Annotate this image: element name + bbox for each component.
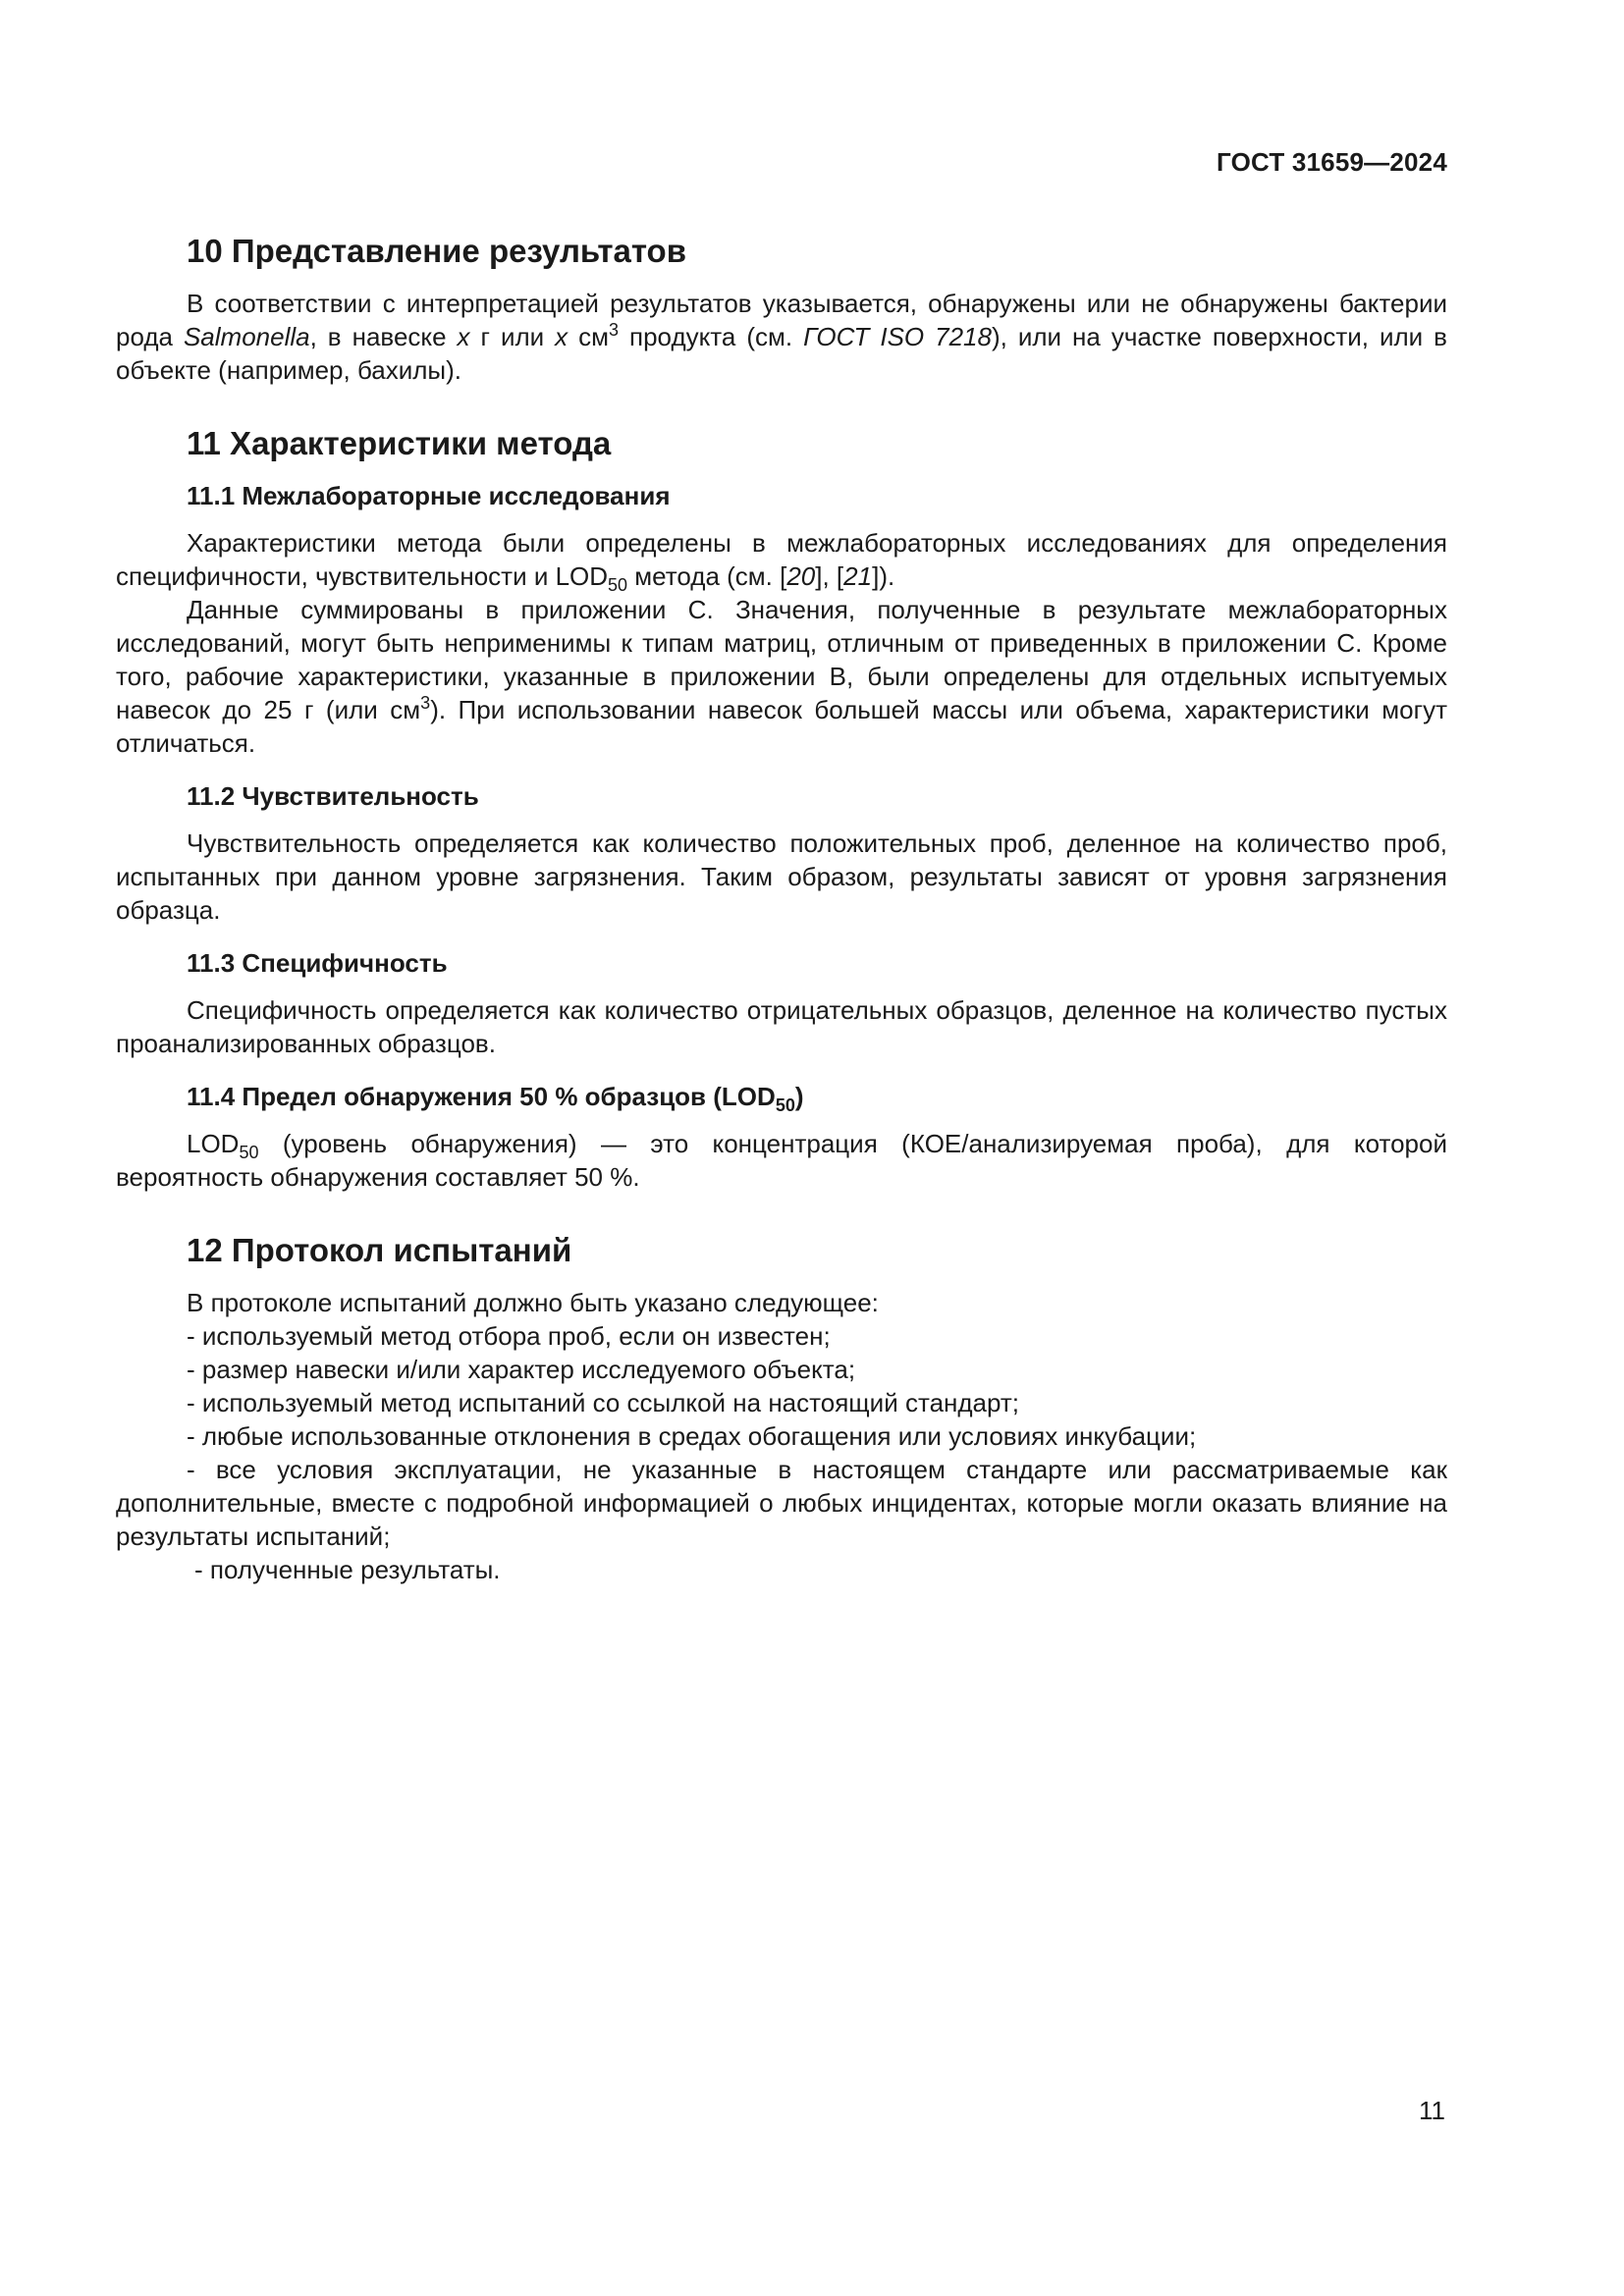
section-10-paragraph: В соответствии с интерпретацией результатов указывается, обнаружены или не обнаружены бактерии рода Salmonella, в навеске x г или x $см^3$ продукта (см. ГОСТ ISO 7218), или на участке поверхности, или в объекте (например, бахилы). [116, 289, 1447, 385]
list-item: - полученные результаты. [194, 1555, 501, 1584]
section-11-title: 11 Характеристики метода [187, 425, 612, 461]
subsection-11-1-title: 11.1 Межлабораторные исследования [187, 481, 671, 510]
list-item: - используемый метод отбора проб, если он известен; [187, 1321, 831, 1351]
subsection-11-1-paragraph-1: Характеристики метода были определены в межлабораторных исследованиях для определения специфичности, чувствительности и $LOD_{50}$ метода (см. [20], [21]). [116, 528, 1447, 595]
section-12-intro: В протоколе испытаний должно быть указано следующее: [187, 1288, 879, 1317]
section-12-title: 12 Протокол испытаний [187, 1232, 572, 1268]
subsection-11-2-title: 11.2 Чувствительность [187, 781, 479, 811]
document-code: ГОСТ 31659—2024 [1217, 147, 1447, 177]
list-item: - все условия эксплуатации, не указанные в настоящем стандарте или рассматриваемые как дополнительные, вместе с подробной информацией о любых инцидентах, которые могли оказать влияние на результаты испытаний; [116, 1455, 1447, 1551]
subsection-11-3-title: 11.3 Специфичность [187, 948, 448, 978]
list-item: - размер навески и/или характер исследуемого объекта; [187, 1355, 856, 1384]
subsection-11-3-paragraph: Специфичность определяется как количество отрицательных образцов, деленное на количество пустых проанализированных образцов. [116, 995, 1447, 1058]
page-content [116, 216, 1447, 1586]
list-item: - используемый метод испытаний со ссылкой на настоящий стандарт; [187, 1388, 1020, 1417]
subsection-11-2-paragraph: Чувствительность определяется как количество положительных проб, деленное на количество проб, испытанных при данном уровне загрязнения. Таким образом, результаты зависят от уровня загрязнения образца. [116, 828, 1447, 925]
subsection-11-1-paragraph-2: Данные суммированы в приложении С. Значения, полученные в результате межлабораторных исследований, могут быть неприменимы к типам матриц, отличным от приведенных в приложении С. Кроме того, рабочие характеристики, указанные в приложении В, были определены для отдельных испытуемых навесок до 25 г (или $см^3$). При использовании навесок большей массы или объема, характеристики могут отличаться. [116, 595, 1447, 758]
section-10-title: 10 Представление результатов [187, 233, 687, 269]
list-item: - любые использованные отклонения в средах обогащения или условиях инкубации; [187, 1421, 1197, 1451]
subsection-11-4-paragraph: $LOD_{50}$ (уровень обнаружения) — это концентрация (КОЕ/анализируемая проба), для которой вероятность обнаружения составляет 50 %. [116, 1129, 1447, 1192]
page-number: 11 [1419, 2096, 1445, 2125]
subsection-11-4-title: 11.4 Предел обнаружения 50 % образцов $(LOD_{50})$ [187, 1082, 804, 1115]
